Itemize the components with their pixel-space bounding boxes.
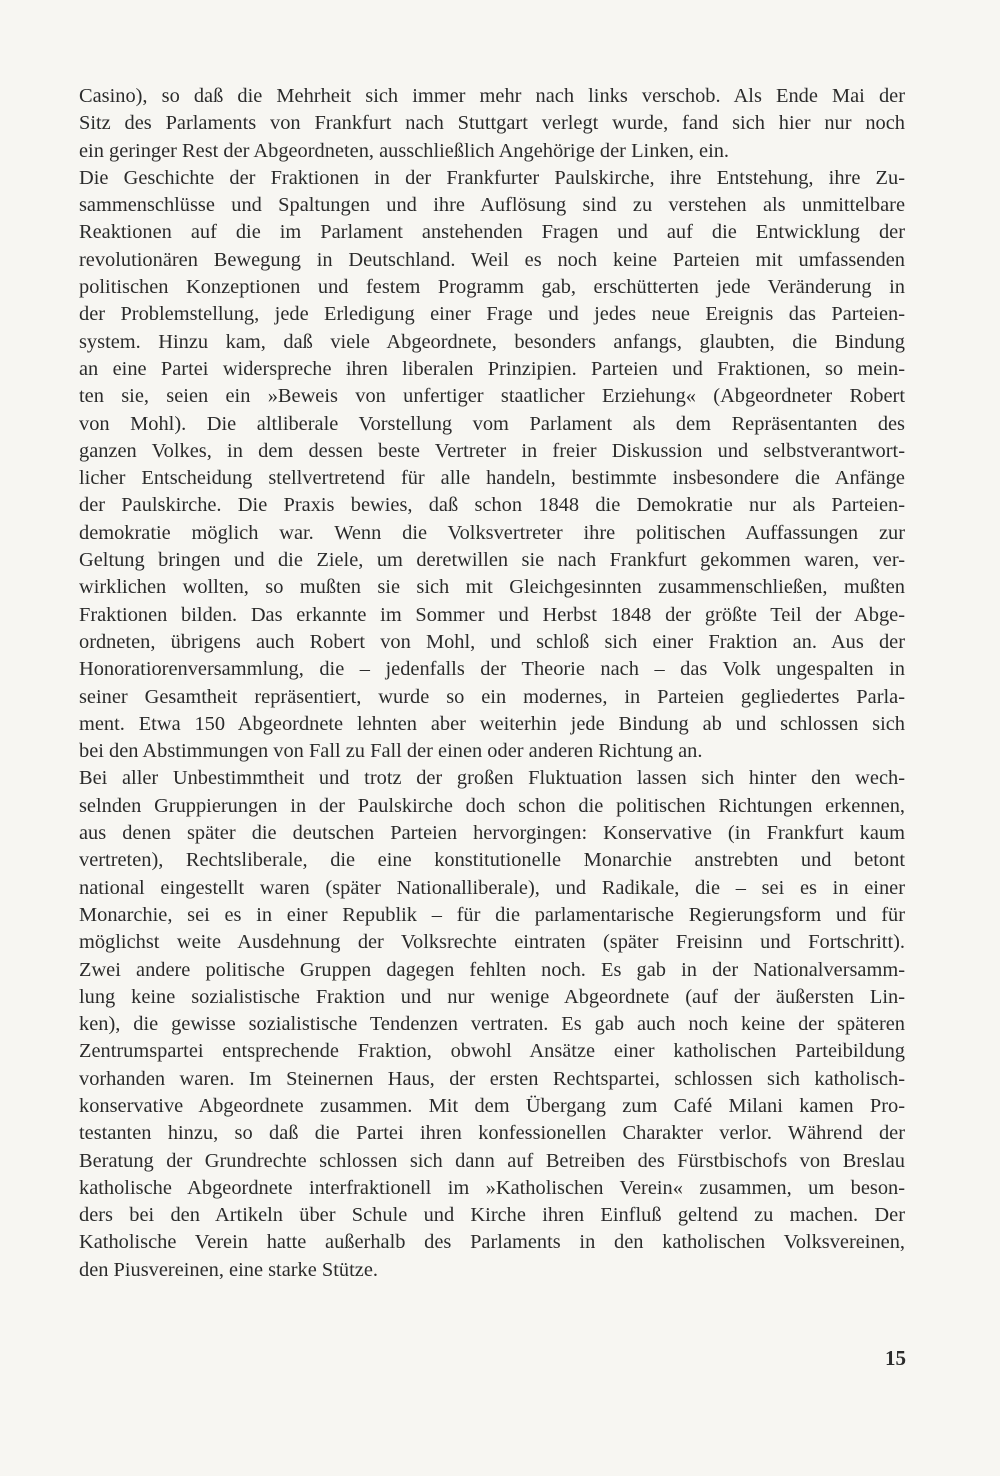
- page-number: 15: [885, 1346, 906, 1370]
- text-line: an eine Partei widerspreche ihren liberalen Prinzipien. Parteien und Fraktionen, so mein-: [79, 357, 905, 380]
- text-line: seiner Gesamtheit repräsentiert, wurde so ein modernes, in Parteien gegliedertes Parla-: [79, 685, 905, 708]
- text-line: katholische Abgeordnete interfraktionell im »Katholischen Verein« zusammen, um beson-: [79, 1176, 905, 1199]
- text-line: system. Hinzu kam, daß viele Abgeordnete, besonders anfangs, glaubten, die Bindung: [79, 330, 905, 353]
- text-line: selnden Gruppierungen in der Paulskirche doch schon die politischen Richtungen erkennen,: [79, 794, 905, 817]
- text-line: Geltung bringen und die Ziele, um deretwillen sie nach Frankfurt gekommen waren, ver-: [79, 549, 905, 572]
- text-line: Monarchie, sei es in einer Republik – für die parlamentarische Regierungsform und für: [79, 903, 905, 926]
- text-line: politischen Konzeptionen und festem Programm gab, erschütterten jede Veränderung in: [79, 276, 905, 299]
- body-text: [79, 83, 905, 1284]
- text-line: ment. Etwa 150 Abgeordnete lehnten aber weiterhin jede Bindung ab und schlossen sich: [79, 712, 905, 735]
- text-line: bei den Abstimmungen von Fall zu Fall der einen oder anderen Richtung an.: [79, 740, 703, 763]
- text-line: Die Geschichte der Fraktionen in der Frankfurter Paulskirche, ihre Entstehung, ihre Zu-: [79, 166, 905, 189]
- text-line: lung keine sozialistische Fraktion und nur wenige Abgeordnete (auf der äußersten Lin-: [79, 985, 905, 1008]
- text-line: vertreten), Rechtsliberale, die eine konstitutionelle Monarchie anstrebten und betont: [79, 849, 905, 872]
- text-line: der Paulskirche. Die Praxis bewies, daß schon 1848 die Demokratie nur als Parteien-: [79, 494, 905, 517]
- text-line: revolutionären Bewegung in Deutschland. Weil es noch keine Parteien mit umfassenden: [79, 248, 905, 271]
- text-line: aus denen später die deutschen Parteien hervorgingen: Konservative (in Frankfurt kaum: [79, 822, 905, 845]
- text-line: Reaktionen auf die im Parlament anstehenden Fragen und auf die Entwicklung der: [79, 221, 905, 244]
- text-line: Beratung der Grundrechte schlossen sich dann auf Betreiben des Fürstbischofs von Breslau: [79, 1149, 905, 1172]
- text-line: licher Entscheidung stellvertretend für alle handeln, bestimmte insbesondere die Anfänge: [79, 467, 905, 490]
- text-line: möglichst weite Ausdehnung der Volksrechte eintraten (später Freisinn und Fortschritt).: [79, 931, 905, 954]
- text-line: ein geringer Rest der Abgeordneten, ausschließlich Angehörige der Linken, ein.: [79, 139, 730, 162]
- text-line: Sitz des Parlaments von Frankfurt nach Stuttgart verlegt wurde, fand sich hier nur noch: [79, 112, 905, 135]
- text-line: wirklichen wollten, so mußten sie sich mit Gleichgesinnten zusammenschließen, mußten: [79, 576, 905, 599]
- text-line: Fraktionen bilden. Das erkannte im Sommer und Herbst 1848 der größte Teil der Abge-: [79, 603, 905, 626]
- text-line: konservative Abgeordnete zusammen. Mit dem Übergang zum Café Milani kamen Pro-: [79, 1094, 905, 1117]
- text-line: sammenschlüsse und Spaltungen und ihre Auflösung sind zu verstehen als unmittelbare: [79, 194, 905, 217]
- text-line: der Problemstellung, jede Erledigung einer Frage und jedes neue Ereignis das Parteien-: [79, 303, 905, 326]
- text-line: Casino), so daß die Mehrheit sich immer mehr nach links verschob. Als Ende Mai der: [79, 85, 905, 107]
- text-line: ganzen Volkes, in dem dessen beste Vertreter in freier Diskussion und selbstverantwort-: [79, 439, 905, 462]
- text-line: ken), die gewisse sozialistische Tendenzen vertraten. Es gab auch noch keine der späteren: [79, 1013, 905, 1036]
- text-line: Katholische Verein hatte außerhalb des Parlaments in den katholischen Volksvereinen,: [79, 1231, 905, 1254]
- text-line: ordneten, übrigens auch Robert von Mohl, und schloß sich einer Fraktion an. Aus der: [79, 630, 905, 653]
- text-line: demokratie möglich war. Wenn die Volksvertreter ihre politischen Auffassungen zur: [79, 521, 905, 544]
- text-line: vorhanden waren. Im Steinernen Haus, der ersten Rechtspartei, schlossen sich katholisch-: [79, 1067, 905, 1090]
- text-line: von Mohl). Die altliberale Vorstellung vom Parlament als dem Repräsentanten des: [79, 412, 905, 435]
- text-line: ten sie, seien ein »Beweis von unfertiger staatlicher Erziehung« (Abgeordneter Robert: [79, 385, 905, 408]
- text-line: ders bei den Artikeln über Schule und Kirche ihren Einfluß geltend zu machen. Der: [79, 1204, 905, 1227]
- text-line: national eingestellt waren (später Nationalliberale), und Radikale, die – sei es in einer: [79, 876, 905, 899]
- text-line: Zwei andere politische Gruppen dagegen fehlten noch. Es gab in der Nationalversamm-: [79, 958, 905, 981]
- text-line: Zentrumspartei entsprechende Fraktion, obwohl Ansätze einer katholischen Parteibildung: [79, 1040, 905, 1063]
- text-line: Bei aller Unbestimmtheit und trotz der großen Fluktuation lassen sich hinter den wech-: [79, 767, 905, 790]
- text-line: den Piusvereinen, eine starke Stütze.: [79, 1258, 378, 1281]
- text-line: testanten hinzu, so daß die Partei ihren konfessionellen Charakter verlor. Während der: [79, 1122, 905, 1145]
- text-line: Honoratiorenversammlung, die – jedenfalls der Theorie nach – das Volk ungespalten in: [79, 658, 905, 681]
